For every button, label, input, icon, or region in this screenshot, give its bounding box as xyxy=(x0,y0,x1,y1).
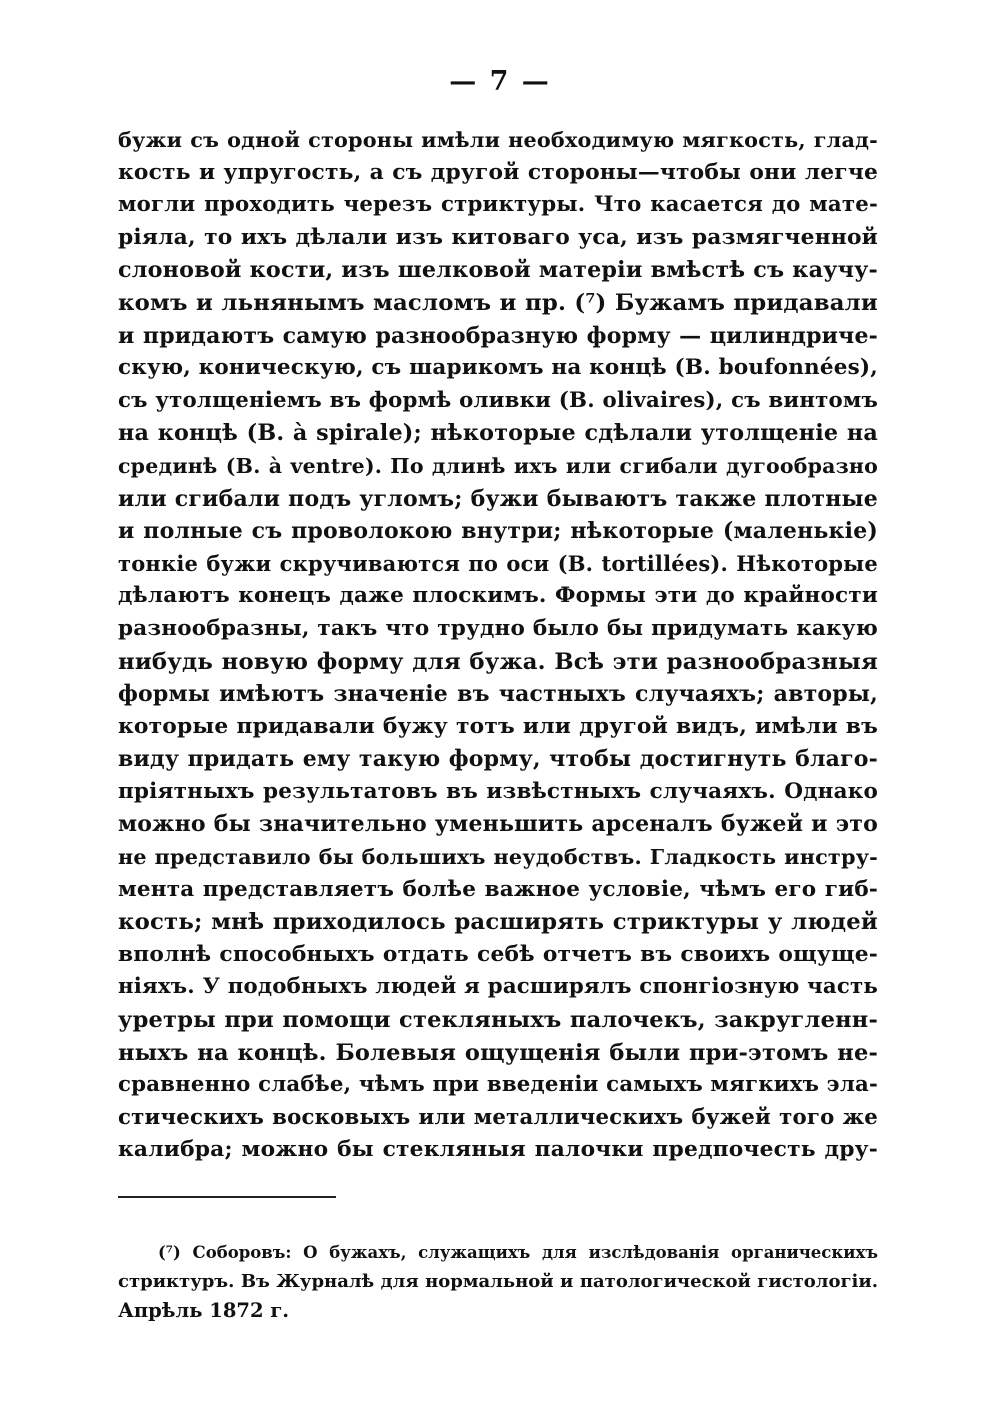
text-line: кость; мнѣ приходилось расширять стриктуры у людей xyxy=(118,909,878,936)
text-line: скую, коническую, съ шарикомъ на концѣ (B. boufonnées), xyxy=(118,355,878,381)
text-line: тонкіе бужи скручиваются по оси (B. tortillées). Нѣкоторые xyxy=(118,550,878,576)
text-line: мента представляетъ болѣе важное условіе, чѣмъ его гиб- xyxy=(118,876,878,902)
text-line: на концѣ (B. à spirale); нѣкоторые сдѣлали утолщеніе на xyxy=(118,420,878,447)
footnote-line: Апрѣль 1872 г. xyxy=(118,1299,290,1322)
text-line: пріятныхъ результатовъ въ извѣстныхъ случаяхъ. Однако xyxy=(118,778,878,804)
text-line: сравненно слабѣе, чѣмъ при введеніи самыхъ мягкихъ эла- xyxy=(118,1072,878,1098)
text-line: слоновой кости, изъ шелковой матеріи вмѣстѣ съ каучу- xyxy=(118,257,878,284)
text-line: вполнѣ способныхъ отдать себѣ отчетъ въ своихъ ощуще- xyxy=(118,941,878,967)
text-line: могли проходить черезъ стриктуры. Что касается до мате- xyxy=(118,192,878,218)
text-line: нибудь новую форму для бужа. Всѣ эти разнообразныя xyxy=(118,648,878,675)
footnote-line: (⁷) Соборовъ: О бужахъ, служащихъ для изслѣдованія органическихъ xyxy=(158,1243,878,1262)
text-line: не представило бы большихъ неудобствъ. Гладкость инстру- xyxy=(118,845,878,870)
text-line: разнообразны, такъ что трудно было бы придумать какую xyxy=(118,615,878,641)
text-line: которые придавали бужу тотъ или другой видъ, имѣли въ xyxy=(118,713,878,739)
footnotes xyxy=(118,1238,878,1325)
text-line: срединѣ (B. à ventre). По длинѣ ихъ или сгибали дугообразно xyxy=(118,453,878,478)
text-line: и полные съ проволокою внутри; нѣкоторые (маленькіе) xyxy=(118,518,878,545)
text-line: съ утолщеніемъ въ формѣ оливки (B. olivaires), съ винтомъ xyxy=(118,387,878,413)
text-line: ріяла, то ихъ дѣлали изъ китоваго уса, изъ размягченной xyxy=(118,224,878,250)
text-line: кость и упругость, а съ другой стороны—чтобы они легче xyxy=(118,159,878,185)
page-number: — 7 — xyxy=(449,66,551,97)
text-line: виду придать ему такую форму, чтобы достигнуть благо- xyxy=(118,746,878,773)
text-line: можно бы значительно уменьшить арсеналъ бужей и это xyxy=(118,811,878,838)
text-line: и придаютъ самую разнообразную форму — цилиндриче- xyxy=(118,322,878,349)
body-text xyxy=(118,124,878,1167)
text-line: бужи съ одной стороны имѣли необходимую мягкость, глад- xyxy=(118,128,878,152)
footnote-line: стриктуръ. Въ Журналѣ для нормальной и патологической гистологіи. xyxy=(118,1271,878,1292)
text-line: комъ и льнянымъ масломъ и пр. (⁷) Бужамъ придавали xyxy=(118,289,878,316)
footnote-divider xyxy=(118,1196,336,1198)
text-line: ніяхъ. У подобныхъ людей я расширялъ спонгіозную часть xyxy=(118,974,878,1000)
text-line: или сгибали подъ угломъ; бужи бываютъ также плотные xyxy=(118,485,878,512)
text-line: уретры при помощи стекляныхъ палочекъ, закругленн- xyxy=(118,1007,878,1034)
text-line: ныхъ на концѣ. Болевыя ощущенія были при-этомъ не- xyxy=(118,1039,878,1066)
text-line: калибра; можно бы стекляныя палочки предпочесть дру- xyxy=(118,1137,878,1163)
text-line: дѣлаютъ конецъ даже плоскимъ. Формы эти до крайности xyxy=(118,583,878,609)
text-line: стическихъ восковыхъ или металлическихъ бужей того же xyxy=(118,1104,878,1130)
text-line: формы имѣютъ значеніе въ частныхъ случаяхъ; авторы, xyxy=(118,681,878,708)
